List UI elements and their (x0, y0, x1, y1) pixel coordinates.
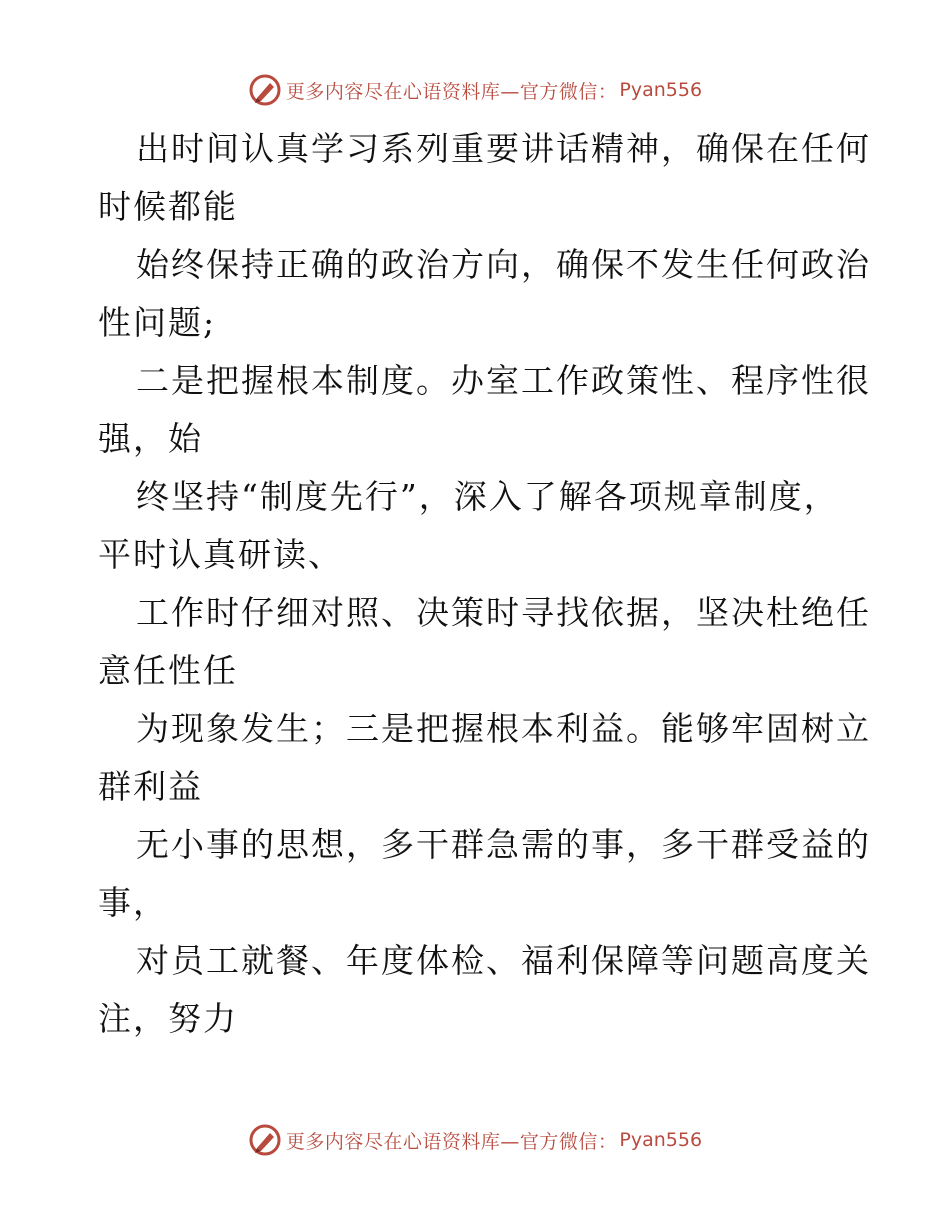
watermark-handle: Pyan556 (619, 1129, 703, 1151)
header-watermark (0, 70, 950, 110)
watermark-handle: Pyan556 (619, 79, 703, 101)
pen-logo-icon (248, 73, 282, 107)
text-line: 性问题; (98, 303, 217, 342)
text-line: 出时间认真学习系列重要讲话精神，确保在任何 (136, 129, 871, 168)
text-line: 事， (98, 883, 168, 922)
watermark-text: 更多内容尽在心语资料库—官方微信： (285, 80, 618, 103)
text-line: 注，努力 (98, 999, 238, 1038)
text-line: 对员工就餐、年度体检、福利保障等问题高度关 (136, 941, 871, 980)
text-line: 无小事的思想，多干群急需的事，多干群受益的 (136, 825, 871, 864)
text-line: 始终保持正确的政治方向，确保不发生任何政治 (136, 245, 871, 284)
text-line: 二是把握根本制度。办室工作政策性、程序性很 (136, 361, 871, 400)
text-line: 意任性任 (98, 651, 238, 690)
text-line: 平时认真研读、 (98, 535, 343, 574)
footer-watermark (0, 1120, 950, 1160)
text-line: 时候都能 (98, 187, 238, 226)
watermark-text: 更多内容尽在心语资料库—官方微信： (285, 1130, 618, 1153)
text-line: 工作时仔细对照、决策时寻找依据，坚决杜绝任 (136, 593, 871, 632)
text-line: 群利益 (98, 767, 203, 806)
document-body (98, 120, 871, 1048)
text-line: 强，始 (98, 419, 203, 458)
pen-logo-icon (248, 1123, 282, 1157)
text-line: 为现象发生；三是把握根本利益。能够牢固树立 (136, 709, 871, 748)
text-line: 终坚持“制度先行”，深入了解各项规章制度， (136, 477, 839, 516)
